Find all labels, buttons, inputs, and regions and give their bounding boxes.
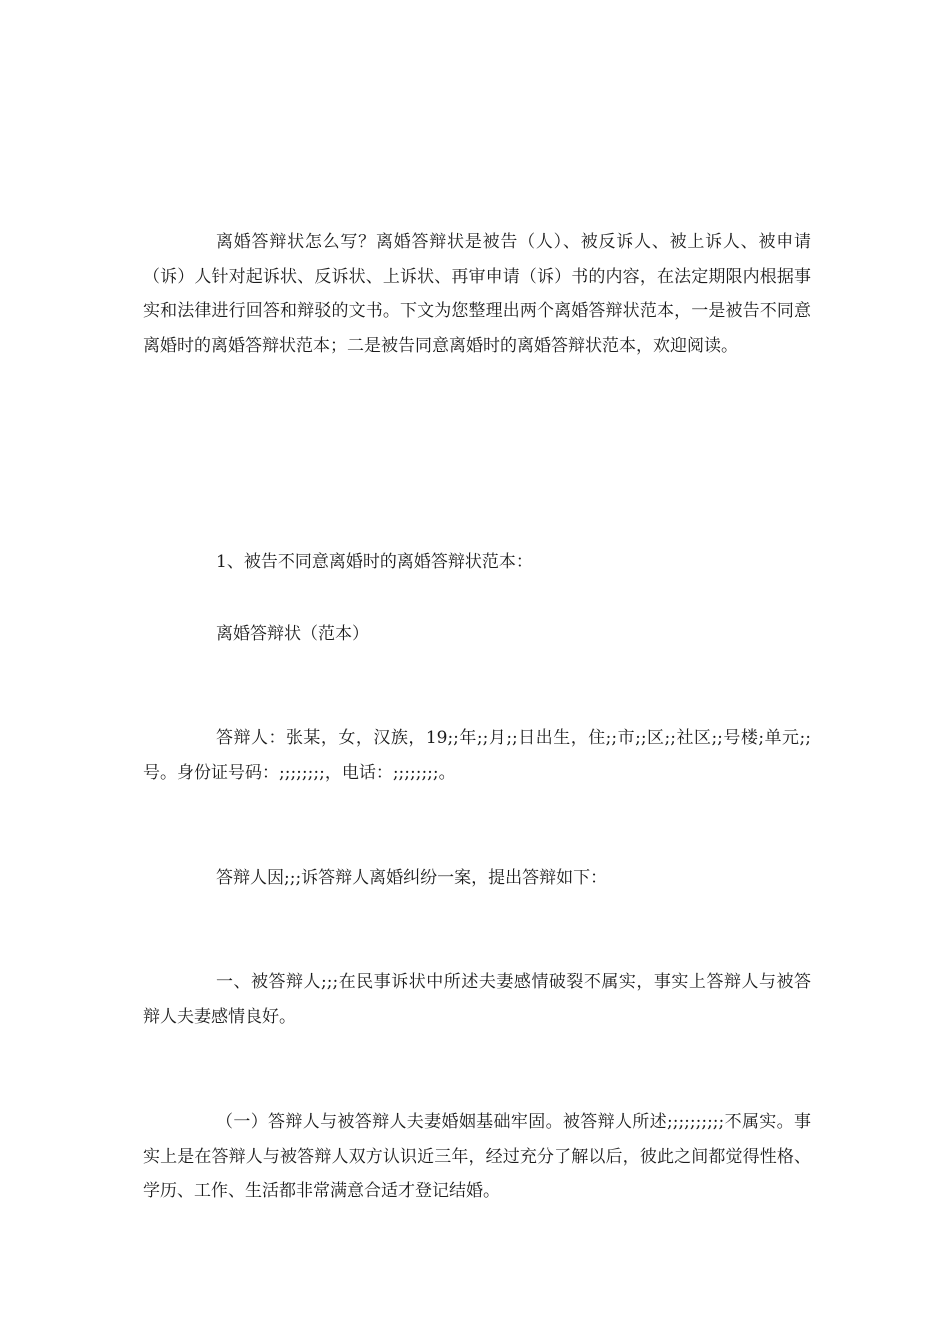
point-one-paragraph: 一、被答辩人;;;在民事诉状中所述夫妻感情破裂不属实，事实上答辩人与被答辩人夫妻感情良好。 (143, 972, 811, 1027)
subpoint-one-paragraph: （一）答辩人与被答辩人夫妻婚姻基础牢固。被答辩人所述;;;;;;;;;;不属实。事实上是在答辩人与被答辩人双方认识近三年，经过充分了解以后，彼此之间都觉得性格、学历、工作、生活都非常满意合适才登记结婚。 (143, 1112, 811, 1201)
respondent-info-paragraph: 答辩人：张某，女，汉族，19;;年;;月;;日出生，住;;市;;区;;社区;;号楼;单元;;号。身份证号码：;;;;;;;;，电话：;;;;;;;;。 (143, 728, 811, 783)
section-heading: 1、被告不同意离婚时的离婚答辩状范本： (216, 552, 533, 572)
sample-title: 离婚答辩状（范本） (216, 624, 369, 644)
cause-paragraph: 答辩人因;;;诉答辩人离婚纠纷一案，提出答辩如下： (216, 868, 608, 888)
intro-paragraph: 离婚答辩状怎么写？离婚答辩状是被告（人）、被反诉人、被上诉人、被申请（诉）人针对起诉状、反诉状、上诉状、再审申请（诉）书的内容，在法定期限内根据事实和法律进行回答和辩驳的文书。下文为您整理出两个离婚答辩状范本，一是被告不同意离婚时的离婚答辩状范本；二是被告同意离婚时的离婚答辩状范本，欢迎阅读。 (143, 232, 811, 356)
